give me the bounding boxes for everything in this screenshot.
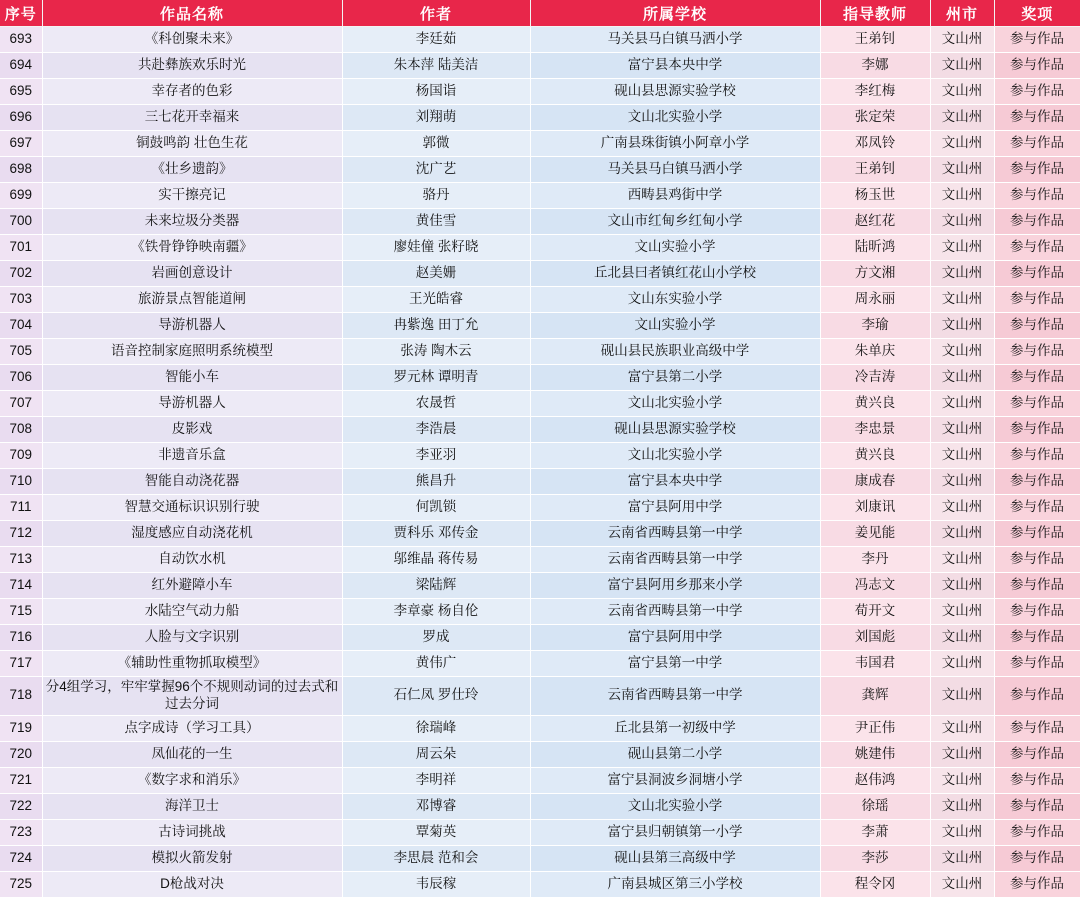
cell-author: 郭微 — [342, 131, 530, 157]
cell-author: 罗成 — [342, 625, 530, 651]
cell-school: 砚山县思源实验学校 — [530, 417, 820, 443]
cell-author: 韦辰稼 — [342, 871, 530, 897]
cell-author: 李明祥 — [342, 767, 530, 793]
cell-seq: 703 — [0, 287, 42, 313]
cell-seq: 708 — [0, 417, 42, 443]
table-row — [0, 339, 1080, 365]
cell-city: 文山州 — [930, 871, 994, 897]
table-row — [0, 573, 1080, 599]
cell-seq: 706 — [0, 365, 42, 391]
cell-city: 文山州 — [930, 845, 994, 871]
cell-seq: 707 — [0, 391, 42, 417]
cell-city: 文山州 — [930, 339, 994, 365]
cell-award: 参与作品 — [994, 417, 1080, 443]
cell-work-name: 非遗音乐盒 — [42, 443, 342, 469]
column-header-seq: 序号 — [0, 0, 42, 27]
cell-teacher: 龚辉 — [820, 677, 930, 716]
cell-city: 文山州 — [930, 131, 994, 157]
cell-city: 文山州 — [930, 105, 994, 131]
cell-work-name: 智能小车 — [42, 365, 342, 391]
cell-school: 丘北县曰者镇红花山小学校 — [530, 261, 820, 287]
cell-school: 砚山县民族职业高级中学 — [530, 339, 820, 365]
cell-school: 文山北实验小学 — [530, 391, 820, 417]
cell-seq: 693 — [0, 27, 42, 53]
cell-author: 何凯锁 — [342, 495, 530, 521]
table-row — [0, 183, 1080, 209]
cell-teacher: 康成春 — [820, 469, 930, 495]
cell-school: 云南省西畴县第一中学 — [530, 521, 820, 547]
cell-school: 富宁县阿用中学 — [530, 495, 820, 521]
cell-author: 邓博睿 — [342, 793, 530, 819]
cell-city: 文山州 — [930, 261, 994, 287]
cell-school: 砚山县第二小学 — [530, 741, 820, 767]
table-row — [0, 105, 1080, 131]
cell-city: 文山州 — [930, 313, 994, 339]
cell-author: 廖娃僮 张籽晓 — [342, 235, 530, 261]
cell-teacher: 冯志文 — [820, 573, 930, 599]
cell-award: 参与作品 — [994, 469, 1080, 495]
cell-teacher: 韦国君 — [820, 651, 930, 677]
column-header-city: 州市 — [930, 0, 994, 27]
cell-teacher: 张定荣 — [820, 105, 930, 131]
cell-school: 文山北实验小学 — [530, 105, 820, 131]
cell-author: 覃菊英 — [342, 819, 530, 845]
cell-author: 徐瑞峰 — [342, 715, 530, 741]
cell-seq: 722 — [0, 793, 42, 819]
cell-city: 文山州 — [930, 287, 994, 313]
cell-author: 李章豪 杨自伦 — [342, 599, 530, 625]
table-row — [0, 625, 1080, 651]
cell-award: 参与作品 — [994, 79, 1080, 105]
cell-teacher: 李萧 — [820, 819, 930, 845]
cell-award: 参与作品 — [994, 651, 1080, 677]
cell-teacher: 赵伟鸿 — [820, 767, 930, 793]
cell-seq: 700 — [0, 209, 42, 235]
table-header — [0, 0, 1080, 27]
cell-award: 参与作品 — [994, 767, 1080, 793]
cell-award: 参与作品 — [994, 715, 1080, 741]
cell-seq: 710 — [0, 469, 42, 495]
column-header-teacher: 指导教师 — [820, 0, 930, 27]
table-row — [0, 845, 1080, 871]
cell-city: 文山州 — [930, 793, 994, 819]
cell-award: 参与作品 — [994, 105, 1080, 131]
table-row — [0, 209, 1080, 235]
cell-seq: 694 — [0, 53, 42, 79]
cell-author: 罗元林 谭明青 — [342, 365, 530, 391]
table-row — [0, 235, 1080, 261]
cell-seq: 711 — [0, 495, 42, 521]
cell-award: 参与作品 — [994, 599, 1080, 625]
cell-award: 参与作品 — [994, 365, 1080, 391]
cell-work-name: 自动饮水机 — [42, 547, 342, 573]
table-row — [0, 131, 1080, 157]
column-header-award: 奖项 — [994, 0, 1080, 27]
cell-teacher: 荀开文 — [820, 599, 930, 625]
cell-teacher: 冷吉涛 — [820, 365, 930, 391]
cell-teacher: 王弟钊 — [820, 157, 930, 183]
table-row — [0, 391, 1080, 417]
cell-award: 参与作品 — [994, 871, 1080, 897]
cell-author: 李亚羽 — [342, 443, 530, 469]
cell-author: 刘翔萌 — [342, 105, 530, 131]
cell-seq: 718 — [0, 677, 42, 716]
table-row — [0, 261, 1080, 287]
cell-city: 文山州 — [930, 677, 994, 716]
cell-teacher: 姚建伟 — [820, 741, 930, 767]
cell-work-name: 模拟火箭发射 — [42, 845, 342, 871]
cell-seq: 725 — [0, 871, 42, 897]
cell-city: 文山州 — [930, 53, 994, 79]
table-row — [0, 287, 1080, 313]
cell-award: 参与作品 — [994, 741, 1080, 767]
cell-author: 梁陆辉 — [342, 573, 530, 599]
table-row — [0, 871, 1080, 897]
cell-author: 邬维晶 蒋传易 — [342, 547, 530, 573]
cell-school: 西畴县鸡街中学 — [530, 183, 820, 209]
cell-work-name: 点字成诗（学习工具） — [42, 715, 342, 741]
cell-teacher: 李红梅 — [820, 79, 930, 105]
cell-work-name: D枪战对决 — [42, 871, 342, 897]
cell-school: 云南省西畴县第一中学 — [530, 599, 820, 625]
cell-seq: 714 — [0, 573, 42, 599]
cell-work-name: 导游机器人 — [42, 313, 342, 339]
cell-author: 黄佳雪 — [342, 209, 530, 235]
cell-work-name: 人脸与文字识别 — [42, 625, 342, 651]
cell-teacher: 杨玉世 — [820, 183, 930, 209]
cell-award: 参与作品 — [994, 495, 1080, 521]
table-row — [0, 365, 1080, 391]
cell-city: 文山州 — [930, 495, 994, 521]
cell-school: 广南县城区第三小学校 — [530, 871, 820, 897]
table-row — [0, 715, 1080, 741]
cell-seq: 721 — [0, 767, 42, 793]
cell-teacher: 黄兴良 — [820, 391, 930, 417]
cell-city: 文山州 — [930, 79, 994, 105]
table-row — [0, 793, 1080, 819]
cell-school: 文山市红甸乡红甸小学 — [530, 209, 820, 235]
cell-work-name: 凤仙花的一生 — [42, 741, 342, 767]
cell-seq: 715 — [0, 599, 42, 625]
cell-work-name: 共赴彝族欢乐时光 — [42, 53, 342, 79]
cell-school: 富宁县第二小学 — [530, 365, 820, 391]
table-row — [0, 443, 1080, 469]
cell-city: 文山州 — [930, 391, 994, 417]
cell-award: 参与作品 — [994, 183, 1080, 209]
table-row — [0, 767, 1080, 793]
cell-teacher: 李瑜 — [820, 313, 930, 339]
cell-seq: 695 — [0, 79, 42, 105]
cell-seq: 705 — [0, 339, 42, 365]
cell-award: 参与作品 — [994, 157, 1080, 183]
cell-award: 参与作品 — [994, 573, 1080, 599]
cell-award: 参与作品 — [994, 53, 1080, 79]
table-row — [0, 495, 1080, 521]
cell-teacher: 赵红花 — [820, 209, 930, 235]
cell-award: 参与作品 — [994, 391, 1080, 417]
cell-author: 杨国诣 — [342, 79, 530, 105]
table-row — [0, 677, 1080, 716]
cell-city: 文山州 — [930, 651, 994, 677]
cell-school: 文山实验小学 — [530, 313, 820, 339]
cell-school: 文山北实验小学 — [530, 443, 820, 469]
cell-author: 周云朵 — [342, 741, 530, 767]
cell-award: 参与作品 — [994, 677, 1080, 716]
cell-city: 文山州 — [930, 443, 994, 469]
cell-seq: 702 — [0, 261, 42, 287]
cell-city: 文山州 — [930, 365, 994, 391]
cell-award: 参与作品 — [994, 287, 1080, 313]
cell-city: 文山州 — [930, 417, 994, 443]
cell-award: 参与作品 — [994, 819, 1080, 845]
table-row — [0, 27, 1080, 53]
cell-city: 文山州 — [930, 521, 994, 547]
cell-award: 参与作品 — [994, 521, 1080, 547]
table-row — [0, 157, 1080, 183]
cell-work-name: 《科创聚未来》 — [42, 27, 342, 53]
cell-seq: 712 — [0, 521, 42, 547]
cell-city: 文山州 — [930, 741, 994, 767]
cell-author: 石仁凤 罗仕玲 — [342, 677, 530, 716]
cell-author: 李廷茹 — [342, 27, 530, 53]
cell-award: 参与作品 — [994, 131, 1080, 157]
cell-city: 文山州 — [930, 235, 994, 261]
cell-school: 砚山县第三高级中学 — [530, 845, 820, 871]
cell-teacher: 尹正伟 — [820, 715, 930, 741]
cell-city: 文山州 — [930, 183, 994, 209]
cell-award: 参与作品 — [994, 313, 1080, 339]
column-header-author: 作者 — [342, 0, 530, 27]
table-row — [0, 547, 1080, 573]
cell-school: 马关县马白镇马洒小学 — [530, 27, 820, 53]
cell-work-name: 《铁骨铮铮映南疆》 — [42, 235, 342, 261]
cell-award: 参与作品 — [994, 339, 1080, 365]
cell-seq: 704 — [0, 313, 42, 339]
cell-school: 富宁县第一中学 — [530, 651, 820, 677]
cell-work-name: 幸存者的色彩 — [42, 79, 342, 105]
cell-school: 马关县马白镇马洒小学 — [530, 157, 820, 183]
cell-author: 骆丹 — [342, 183, 530, 209]
cell-work-name: 旅游景点智能道闸 — [42, 287, 342, 313]
cell-city: 文山州 — [930, 819, 994, 845]
cell-work-name: 分4组学习，牢牢掌握96个不规则动词的过去式和过去分词 — [42, 677, 342, 716]
cell-teacher: 李莎 — [820, 845, 930, 871]
table-row — [0, 79, 1080, 105]
cell-award: 参与作品 — [994, 845, 1080, 871]
cell-seq: 724 — [0, 845, 42, 871]
cell-teacher: 朱单庆 — [820, 339, 930, 365]
cell-teacher: 周永丽 — [820, 287, 930, 313]
cell-seq: 697 — [0, 131, 42, 157]
cell-author: 张涛 陶木云 — [342, 339, 530, 365]
cell-teacher: 黄兴良 — [820, 443, 930, 469]
cell-seq: 699 — [0, 183, 42, 209]
cell-school: 云南省西畴县第一中学 — [530, 547, 820, 573]
cell-school: 砚山县思源实验学校 — [530, 79, 820, 105]
cell-teacher: 陆昕鸿 — [820, 235, 930, 261]
cell-seq: 713 — [0, 547, 42, 573]
cell-work-name: 皮影戏 — [42, 417, 342, 443]
cell-award: 参与作品 — [994, 235, 1080, 261]
cell-city: 文山州 — [930, 209, 994, 235]
cell-work-name: 未来垃圾分类器 — [42, 209, 342, 235]
cell-work-name: 湿度感应自动浇花机 — [42, 521, 342, 547]
cell-work-name: 实干擦亮记 — [42, 183, 342, 209]
column-header-school: 所属学校 — [530, 0, 820, 27]
cell-work-name: 智慧交通标识识别行驶 — [42, 495, 342, 521]
cell-teacher: 姜见能 — [820, 521, 930, 547]
cell-teacher: 邓凤铃 — [820, 131, 930, 157]
cell-work-name: 铜鼓鸣韵 壮色生花 — [42, 131, 342, 157]
cell-award: 参与作品 — [994, 443, 1080, 469]
cell-school: 广南县珠街镇小阿章小学 — [530, 131, 820, 157]
cell-work-name: 导游机器人 — [42, 391, 342, 417]
cell-work-name: 《数字求和消乐》 — [42, 767, 342, 793]
cell-teacher: 李丹 — [820, 547, 930, 573]
cell-school: 富宁县阿用中学 — [530, 625, 820, 651]
cell-award: 参与作品 — [994, 27, 1080, 53]
cell-school: 富宁县本央中学 — [530, 53, 820, 79]
cell-school: 富宁县洞波乡洞塘小学 — [530, 767, 820, 793]
cell-work-name: 古诗词挑战 — [42, 819, 342, 845]
cell-work-name: 岩画创意设计 — [42, 261, 342, 287]
cell-award: 参与作品 — [994, 625, 1080, 651]
cell-author: 贾科乐 邓传金 — [342, 521, 530, 547]
cell-work-name: 红外避障小车 — [42, 573, 342, 599]
cell-school: 富宁县归朝镇第一小学 — [530, 819, 820, 845]
cell-city: 文山州 — [930, 27, 994, 53]
table-row — [0, 313, 1080, 339]
cell-city: 文山州 — [930, 599, 994, 625]
cell-author: 熊昌升 — [342, 469, 530, 495]
cell-author: 王光皓睿 — [342, 287, 530, 313]
cell-city: 文山州 — [930, 157, 994, 183]
cell-city: 文山州 — [930, 715, 994, 741]
cell-author: 李浩晨 — [342, 417, 530, 443]
cell-teacher: 李忠景 — [820, 417, 930, 443]
cell-teacher: 王弟钊 — [820, 27, 930, 53]
cell-author: 李思晨 范和会 — [342, 845, 530, 871]
cell-school: 云南省西畴县第一中学 — [530, 677, 820, 716]
cell-teacher: 方文湘 — [820, 261, 930, 287]
table-row — [0, 651, 1080, 677]
cell-author: 沈广艺 — [342, 157, 530, 183]
cell-teacher: 刘国彪 — [820, 625, 930, 651]
column-header-work-name: 作品名称 — [42, 0, 342, 27]
cell-seq: 709 — [0, 443, 42, 469]
cell-work-name: 水陆空气动力船 — [42, 599, 342, 625]
cell-seq: 720 — [0, 741, 42, 767]
cell-seq: 717 — [0, 651, 42, 677]
cell-award: 参与作品 — [994, 793, 1080, 819]
cell-school: 文山东实验小学 — [530, 287, 820, 313]
cell-city: 文山州 — [930, 767, 994, 793]
table-row — [0, 521, 1080, 547]
cell-seq: 701 — [0, 235, 42, 261]
cell-seq: 696 — [0, 105, 42, 131]
table-row — [0, 417, 1080, 443]
cell-city: 文山州 — [930, 469, 994, 495]
cell-school: 文山实验小学 — [530, 235, 820, 261]
header-row — [0, 0, 1080, 27]
cell-work-name: 语音控制家庭照明系统模型 — [42, 339, 342, 365]
table-body — [0, 27, 1080, 898]
cell-work-name: 《壮乡遗韵》 — [42, 157, 342, 183]
cell-award: 参与作品 — [994, 547, 1080, 573]
cell-school: 富宁县本央中学 — [530, 469, 820, 495]
cell-seq: 723 — [0, 819, 42, 845]
cell-work-name: 智能自动浇花器 — [42, 469, 342, 495]
cell-teacher: 徐瑶 — [820, 793, 930, 819]
cell-award: 参与作品 — [994, 261, 1080, 287]
table-row — [0, 53, 1080, 79]
table-row — [0, 599, 1080, 625]
cell-work-name: 三七花开幸福来 — [42, 105, 342, 131]
cell-city: 文山州 — [930, 573, 994, 599]
cell-author: 农晟哲 — [342, 391, 530, 417]
cell-teacher: 刘康讯 — [820, 495, 930, 521]
table-row — [0, 741, 1080, 767]
cell-school: 丘北县第一初级中学 — [530, 715, 820, 741]
cell-work-name: 海洋卫士 — [42, 793, 342, 819]
cell-author: 黄伟广 — [342, 651, 530, 677]
table-row — [0, 469, 1080, 495]
cell-teacher: 程令冈 — [820, 871, 930, 897]
cell-seq: 698 — [0, 157, 42, 183]
cell-school: 文山北实验小学 — [530, 793, 820, 819]
cell-seq: 716 — [0, 625, 42, 651]
table-row — [0, 819, 1080, 845]
cell-author: 冉紫逸 田丁允 — [342, 313, 530, 339]
cell-city: 文山州 — [930, 625, 994, 651]
cell-seq: 719 — [0, 715, 42, 741]
cell-teacher: 李娜 — [820, 53, 930, 79]
cell-award: 参与作品 — [994, 209, 1080, 235]
cell-school: 富宁县阿用乡那来小学 — [530, 573, 820, 599]
cell-author: 赵美姗 — [342, 261, 530, 287]
cell-work-name: 《辅助性重物抓取模型》 — [42, 651, 342, 677]
cell-author: 朱本萍 陆美洁 — [342, 53, 530, 79]
cell-city: 文山州 — [930, 547, 994, 573]
